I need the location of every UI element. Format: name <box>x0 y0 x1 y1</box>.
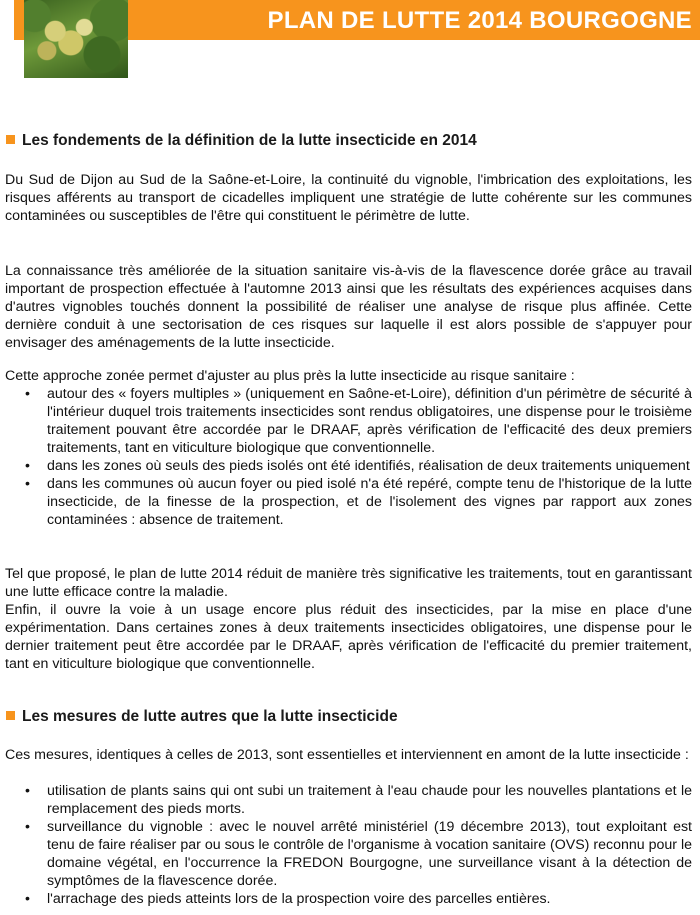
paragraph: La connaissance très améliorée de la situation sanitaire vis-à-vis de la flavescence dorée grâce au travail important de prospection effectuée à l'automne 2013 ainsi que les résultats des expériences acquises dans d'autres vignobles touchés donnent la possibilité de réaliser une analyse de risque plus affinée. Cette dernière conduit à une sectorisation de ces risques sur laquelle il est alors possible de s'appuyer pour envisager des aménagements de la lutte insecticide. <box>5 263 692 351</box>
section-heading <box>6 132 477 150</box>
bullet-list <box>5 385 692 529</box>
list-item: • dans les zones où seuls des pieds isolés ont été identifiés, réalisation de deux traitements uniquement <box>5 457 692 475</box>
paragraph: Cette approche zonée permet d'ajuster au plus près la lutte insecticide au risque sanitaire : <box>5 368 575 384</box>
list-item: • autour des « foyers multiples » (uniquement en Saône-et-Loire), définition d'un périmètre de sécurité à l'intérieur duquel trois traitements insecticides sont rendus obligatoires, une dispense pour le troisième traitement pouvant être accordée par le DRAAF, après vérification de l'efficacité des deux premiers traitements, tant en viticulture biologique que conventionnelle. <box>5 385 692 457</box>
page-title: PLAN DE LUTTE 2014 BOURGOGNE <box>267 7 692 34</box>
orange-square-icon <box>6 711 15 720</box>
orange-square-icon <box>6 135 15 144</box>
list-item: • dans les communes où aucun foyer ou pied isolé n'a été repéré, compte tenu de l'historique de la lutte insecticide, de la finesse de la prospection, et de l'isolement des vignes par rapport aux zones contaminées : absence de traitement. <box>5 475 692 529</box>
paragraph: Enfin, il ouvre la voie à un usage encore plus réduit des insecticides, par la mise en place d'une expérimentation. Dans certaines zones à deux traitements insecticides obligatoires, une dispense pour le dernier traitement peut être accordée par le DRAAF, après vérification de l'efficacité du premier traitement, tant en viticulture biologique que conventionnelle. <box>5 602 692 672</box>
vine-leaves-photo <box>24 0 128 78</box>
section-heading <box>6 708 398 726</box>
list-item: • l'arrachage des pieds atteints lors de la prospection voire des parcelles entières. <box>5 890 692 908</box>
section-heading-text: Les fondements de la définition de la lutte insecticide en 2014 <box>22 132 477 149</box>
paragraph: Du Sud de Dijon au Sud de la Saône-et-Loire, la continuité du vignoble, l'imbrication des exploitations, les risques afférents au transport de cicadelles impliquent une stratégie de lutte cohérente sur les communes contaminées ou susceptibles de l'être qui constituent le périmètre de lutte. <box>5 172 692 224</box>
paragraph: Ces mesures, identiques à celles de 2013, sont essentielles et interviennent en amont de la lutte insecticide : <box>5 747 689 763</box>
paragraph: Tel que proposé, le plan de lutte 2014 réduit de manière très significative les traitements, tout en garantissant une lutte efficace contre la maladie. <box>5 566 692 600</box>
list-item: • surveillance du vignoble : avec le nouvel arrêté ministériel (19 décembre 2013), tout exploitant est tenu de faire réaliser par ou sous le contrôle de l'organisme à vocation sanitaire (OVS) reconnu pour le domaine végétal, en l'occurrence la FREDON Bourgogne, une surveillance visant à la détection de symptômes de la flavescence dorée. <box>5 818 692 890</box>
section-heading-text: Les mesures de lutte autres que la lutte insecticide <box>22 708 398 725</box>
bullet-list <box>5 782 692 908</box>
list-item: • utilisation de plants sains qui ont subi un traitement à l'eau chaude pour les nouvelles plantations et le remplacement des pieds morts. <box>5 782 692 818</box>
